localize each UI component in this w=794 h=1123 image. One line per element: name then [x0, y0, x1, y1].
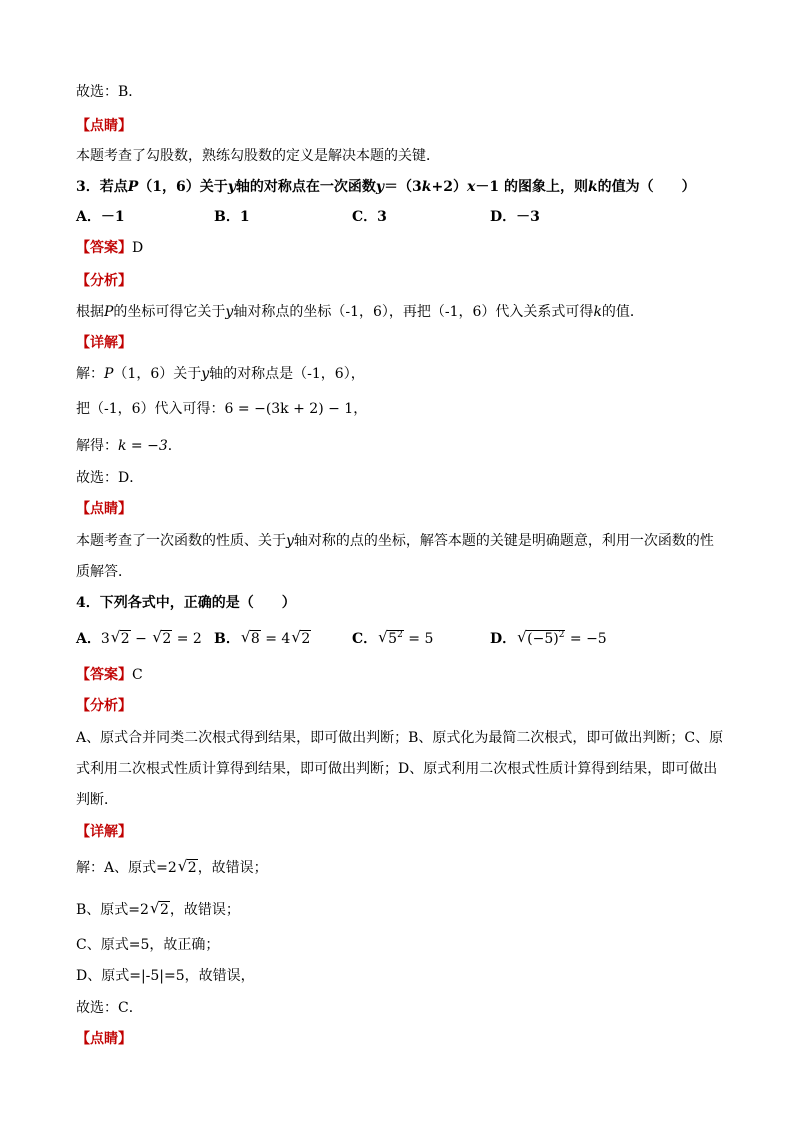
q3-option-b: B．1: [214, 209, 250, 225]
q3-answer: 【答案】D: [76, 240, 144, 256]
q4-analysis-3: 判断．: [76, 792, 118, 808]
q3-detail-line-3: 解得：k = −3．: [76, 438, 182, 454]
q3-point-text-2: 质解答．: [76, 564, 132, 580]
q3-equation: 6 = −(3k + 2) − 1: [224, 401, 354, 417]
q4-option-b-formula: √ 8 = 4√ 2: [240, 631, 311, 647]
q3-detail-header: 【详解】: [76, 335, 132, 351]
q4-option-d: D．√ $(-5)^2 = -5$: [490, 630, 607, 648]
q4-detail-header: 【详解】: [76, 824, 132, 840]
q4-detail-4: D、原式=|-5|=5，故错误，: [76, 968, 255, 984]
q4-detail-2: B、原式=2√ 2，故错误；: [76, 901, 240, 919]
q4-option-a-formula: 3√ 2 − √ 2 = 2: [101, 631, 202, 647]
q4-detail-5: 故选：C．: [76, 1000, 143, 1016]
q4-detail-1-formula: 2√ 2: [168, 860, 198, 876]
q3-stem: 3．若点P（1，6）关于y轴的对称点在一次函数y＝（3k+2）x－1 的图象上，则k的值为（ ）: [76, 179, 696, 195]
q3-point-text-1: 本题考查了一次函数的性质、关于y轴对称的点的坐标，解答本题的关键是明确题意，利用一次函数的性: [76, 533, 714, 549]
q4-detail-3: C、原式=5，故正确；: [76, 937, 220, 953]
q3-option-a: A．－1: [76, 209, 125, 225]
q3-detail-line-1: 解：P（1，6）关于y轴的对称点是（-1，6），: [76, 366, 365, 382]
q4-option-c-formula: √ $5^2 = 5$: [377, 631, 433, 647]
q3-detail-line-2: 把（-1，6）代入可得：6 = −(3k + 2) − 1，: [76, 401, 368, 417]
q4-point-header: 【点睛】: [76, 1031, 132, 1047]
q4-option-d-formula: √ $(-5)^2 = -5$: [516, 631, 607, 647]
q4-analysis-header: 【分析】: [76, 698, 132, 714]
q4-detail-1: 解：A、原式=2√ 2，故错误；: [76, 859, 268, 877]
q4-stem: 4．下列各式中，正确的是（ ）: [76, 595, 296, 611]
q3-solution: k = −3: [118, 438, 168, 454]
q3-option-d: D．－3: [490, 209, 540, 225]
prev-answer-line: 故选：B．: [76, 84, 143, 100]
q4-analysis-2: 式利用二次根式性质计算得到结果，即可做出判断；D、原式利用二次根式性质计算得到结果，即可做出: [76, 761, 718, 777]
q4-answer: 【答案】C: [76, 667, 143, 683]
q4-option-c: C．√ $5^2 = 5$: [352, 630, 433, 648]
q3-analysis-text: 根据P的坐标可得它关于y轴对称点的坐标（-1，6），再把（-1，6）代入关系式可得k的值．: [76, 304, 644, 320]
prev-point-text: 本题考查了勾股数，熟练勾股数的定义是解决本题的关键．: [76, 148, 440, 164]
q3-option-c: C．3: [352, 209, 387, 225]
q3-analysis-header: 【分析】: [76, 273, 132, 289]
q4-analysis-1: A、原式合并同类二次根式得到结果，即可做出判断；B、原式化为最简二次根式，即可做出判断；C、原: [76, 730, 724, 746]
q3-point-header: 【点睛】: [76, 501, 132, 517]
prev-point-header: 【点睛】: [76, 118, 132, 134]
q3-detail-line-4: 故选：D．: [76, 470, 144, 486]
q4-detail-2-formula: 2√ 2: [140, 902, 170, 918]
q4-option-a: A．3√ 2 − √ 2 = 2: [76, 630, 202, 648]
q4-option-b: B．√ 8 = 4√ 2: [214, 630, 311, 648]
